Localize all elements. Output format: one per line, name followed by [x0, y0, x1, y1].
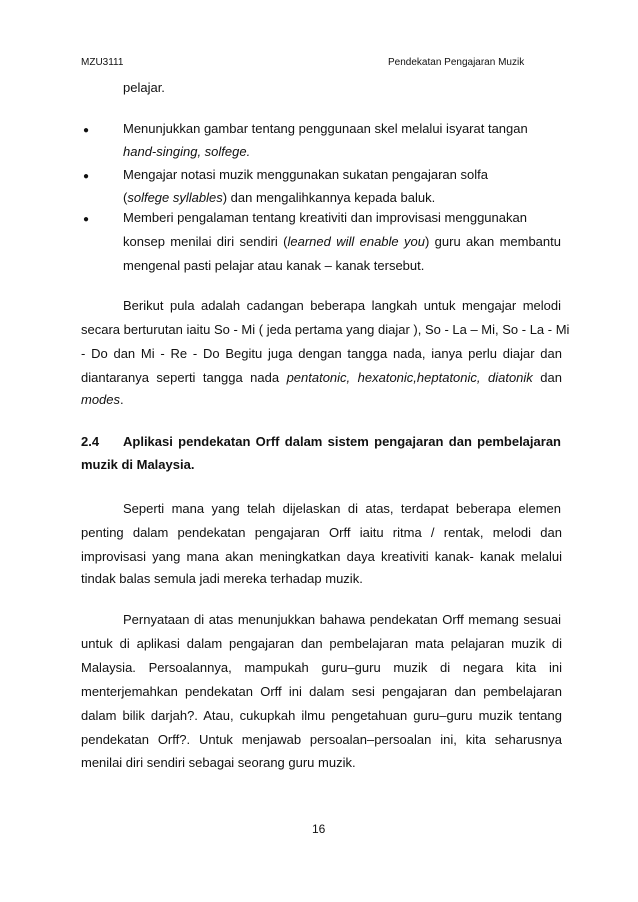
bullet-3-line-2: konsep menilai diri sendiri (learned will enable you) guru akan membantu	[123, 234, 561, 249]
para1-line-3: - Do dan Mi - Re - Do Begitu juga dengan tangga nada, ianya perlu diajar dan	[81, 346, 562, 361]
section-title-line-2: muzik di Malaysia.	[81, 457, 195, 472]
para3-line-1: Pernyataan di atas menunjukkan bahawa pendekatan Orff memang sesuai	[123, 612, 561, 627]
bullet-icon: ●	[83, 214, 90, 225]
section-number: 2.4	[81, 434, 100, 449]
para3-line-4: menterjemahkan pendekatan Orff ini dalam sesi pengajaran dan pembelajaran	[81, 684, 562, 699]
para2-line-4: tindak balas semula jadi mereka terhadap muzik.	[81, 571, 363, 586]
header-course-code: MZU3111	[81, 57, 124, 68]
para3-line-7: menilai diri sendiri sebagai seorang guru muzik.	[81, 755, 356, 770]
bullet-continuation: pelajar.	[123, 80, 165, 95]
section-title-line-1: Aplikasi pendekatan Orff dalam sistem pengajaran dan pembelajaran	[123, 434, 561, 449]
page-number: 16	[312, 822, 326, 836]
bullet-2-line-2: (solfege syllables) dan mengalihkannya kepada baluk.	[123, 190, 436, 205]
bullet-icon: ●	[83, 125, 90, 136]
para1-line-4: diantaranya seperti tangga nada pentatonic, hexatonic,heptatonic, diatonik dan	[81, 370, 562, 385]
para1-line-5: modes.	[81, 392, 124, 407]
para3-line-3: Malaysia. Persoalannya, mampukah guru–guru muzik di negara kita ini	[81, 660, 562, 675]
bullet-1-line-2: hand-singing, solfege.	[123, 144, 251, 159]
bullet-3-line-3: mengenal pasti pelajar atau kanak – kanak tersebut.	[123, 258, 425, 273]
bullet-2-line-1: Mengajar notasi muzik menggunakan sukatan pengajaran solfa	[123, 167, 488, 182]
para1-line-1: Berikut pula adalah cadangan beberapa langkah untuk mengajar melodi	[123, 298, 561, 313]
para2-line-3: improvisasi yang mana akan meningkatkan daya kreativiti kanak- kanak melalui	[81, 549, 562, 564]
para1-line-2: secara berturutan iaitu So - Mi ( jeda pertama yang diajar ), So - La – Mi, So - La - Mi	[81, 322, 570, 337]
para2-line-2: penting dalam pendekatan pengajaran Orff iaitu ritma / rentak, melodi dan	[81, 525, 562, 540]
para3-line-6: pendekatan Orff?. Untuk menjawab persoalan–persoalan ini, kita seharusnya	[81, 732, 562, 747]
para3-line-5: dalam bilik darjah?. Atau, cukupkah ilmu pengetahuan guru–guru muzik tentang	[81, 708, 562, 723]
bullet-1-line-1: Menunjukkan gambar tentang penggunaan skel melalui isyarat tangan	[123, 121, 528, 136]
para3-line-2: untuk di aplikasi dalam pengajaran dan pembelajaran mata pelajaran muzik di	[81, 636, 562, 651]
para2-line-1: Seperti mana yang telah dijelaskan di atas, terdapat beberapa elemen	[123, 501, 561, 516]
bullet-icon: ●	[83, 171, 90, 182]
header-title: Pendekatan Pengajaran Muzik	[388, 57, 525, 68]
bullet-3-line-1: Memberi pengalaman tentang kreativiti dan improvisasi menggunakan	[123, 210, 527, 225]
